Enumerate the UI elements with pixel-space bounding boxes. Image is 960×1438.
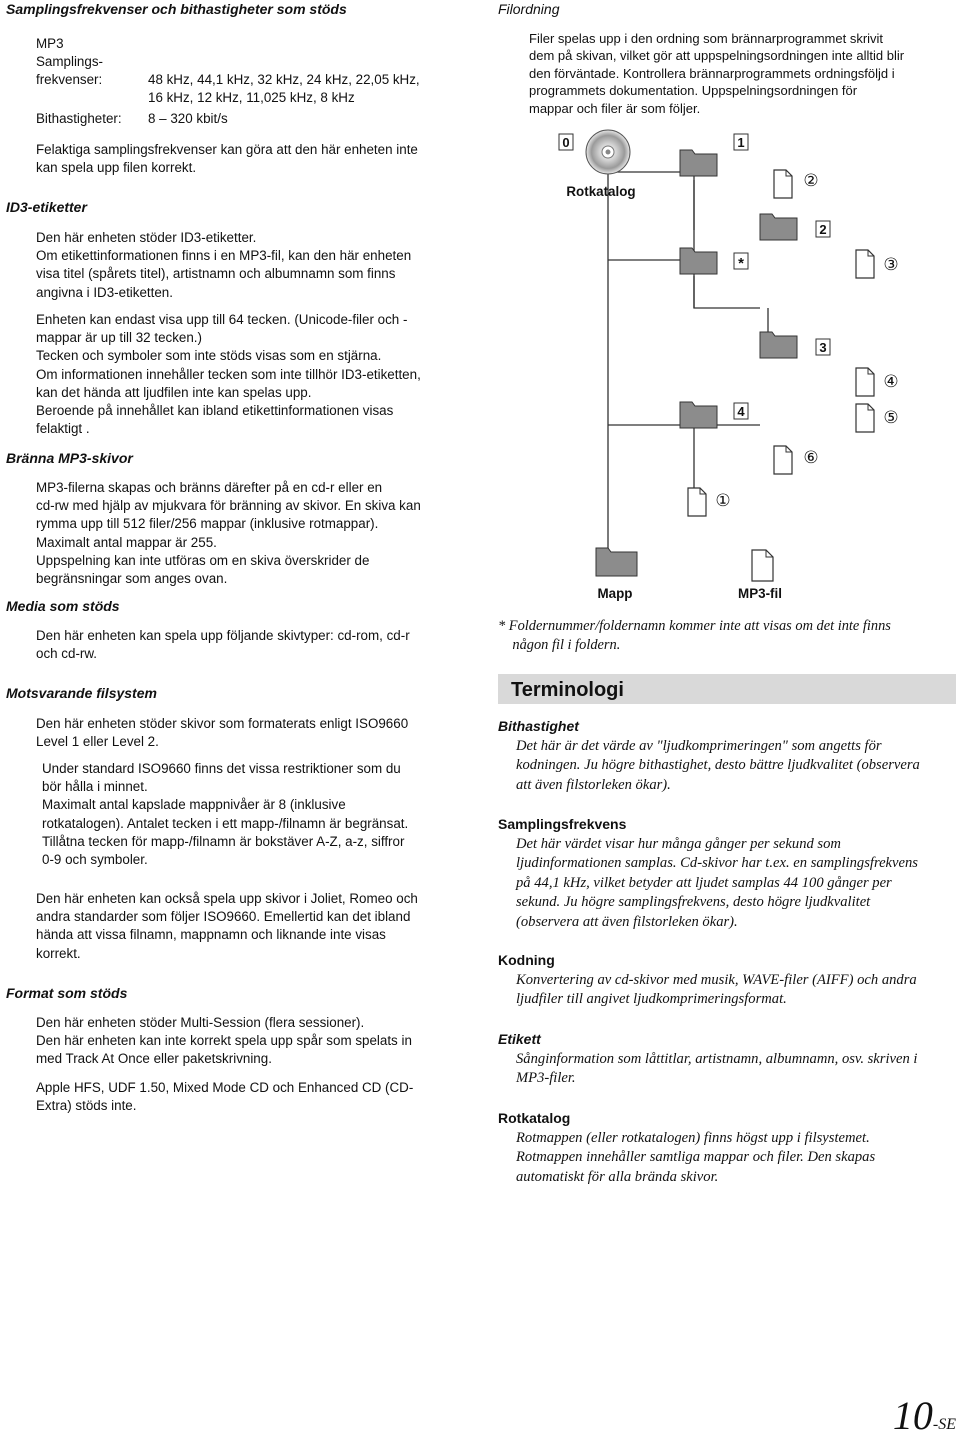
freq-value-2: 16 kHz, 12 kHz, 11,025 kHz, 8 kHz <box>148 90 355 105</box>
heading-burn: Bränna MP3-skivor <box>6 450 133 466</box>
def-samplingsfrekvens: Det här värdet visar hur många gånger per sekund som ljudinformationen samplas. Cd-skivor har t.ex. en samplingsfrekvens på 44,1 kHz, vilket betyder att ljudet samplas 44 100 gånger per sekund. Ju högre samplingsfrekvens, desto högre ljudkvalitet (observera att även filstorleken ökar). <box>516 836 918 930</box>
folder-1-number <box>734 134 748 150</box>
svg-text:3: 3 <box>819 340 827 355</box>
legend-folder-label: Mapp <box>597 586 633 601</box>
media-paragraph: Den här enheten kan spela upp följande skivtyper: cd-rom, cd-r och cd-rw. <box>36 628 410 662</box>
fileorder-paragraph: Filer spelas upp i den ordning som brännarprogrammet skrivit dem på skivan, vilket gör att uppspelningsordningen inte alltid blir den förväntade. Kontrollera brännarprogrammets ordningsföljd i programmets dokumentation. Uppspelningsordningen för mappar och filer är som följer. <box>529 31 905 116</box>
file-4-number: ④ <box>883 372 899 391</box>
bitrate-label: Bithastigheter: <box>36 111 122 126</box>
folder-3-number <box>816 339 830 355</box>
term-rotkatalog: Rotkatalog <box>498 1110 571 1126</box>
footnote: * Foldernummer/foldernamn kommer inte att visas om det inte finns någon fil i foldern. <box>498 618 891 653</box>
term-etikett: Etikett <box>498 1031 541 1047</box>
def-etikett: Sånginformation som låttitlar, artistnamn, albumnamn, osv. skriven i MP3-filer. <box>516 1051 918 1087</box>
terminology-title: Terminologi <box>511 679 624 701</box>
folder-1-icon <box>680 150 717 176</box>
star-box <box>734 253 748 272</box>
root-label: Rotkatalog <box>566 184 636 199</box>
def-bithastighet: Det här är det värde av "ljudkomprimeringen" som angetts för kodningen. Ju högre bithastighet, desto bättre ljudkvalitet (observera att även filstorleken ökar). <box>516 738 920 793</box>
folder-2-icon <box>760 214 797 240</box>
svg-text:0: 0 <box>562 135 570 150</box>
root-number-box <box>559 134 573 150</box>
file-3-number: ③ <box>883 255 899 274</box>
folder-2-number <box>816 221 830 237</box>
folder-4-number <box>734 403 748 419</box>
term-samplingsfrekvens: Samplingsfrekvens <box>498 816 627 832</box>
file-3-icon <box>856 250 874 278</box>
svg-text:*: * <box>738 255 744 272</box>
file-1-number: ① <box>715 491 731 510</box>
legend-file-label: MP3-fil <box>738 586 782 601</box>
file-5-number: ⑤ <box>883 408 899 427</box>
format-paragraph-2: Apple HFS, UDF 1.50, Mixed Mode CD och Enhanced CD (CD- Extra) stöds inte. <box>36 1080 414 1114</box>
file-1-icon <box>688 488 706 516</box>
freq-value-1: 48 kHz, 44,1 kHz, 32 kHz, 24 kHz, 22,05 kHz, <box>148 72 420 87</box>
tree-lines <box>598 172 768 570</box>
legend-file-icon <box>752 550 773 581</box>
id3-paragraph-1: Den här enheten stöder ID3-etiketter. Om etikettinformationen finns i en MP3-fil, kan den här enheten visa titel (spårets titel), artistnamn och albumnamn som finns angivna i ID3-etiketten. <box>36 230 412 300</box>
fs-paragraph-2: Under standard ISO9660 finns det vissa restriktioner som du bör hålla i minnet. Maximalt antal kapslade mappnivåer är 8 (inklusive rotkatalogen). Antalet tecken i ett mapp-/filnamn är begränsat. Tillåtna tecken för mapp-/filnamn är bokstäver A-Z, a-z, siffror 0-9 och symboler. <box>42 761 409 868</box>
svg-text:2: 2 <box>819 222 827 237</box>
format-label: MP3 <box>36 36 64 51</box>
file-4-icon <box>856 368 874 396</box>
file-6-icon <box>774 446 792 474</box>
sampling-note: Felaktiga samplingsfrekvenser kan göra att den här enheten inte kan spela upp filen korrekt. <box>36 142 418 176</box>
def-kodning: Konvertering av cd-skivor med musik, WAVE-filer (AIFF) och andra ljudfiler till angivet ljudkomprimeringsformat. <box>516 972 917 1008</box>
heading-id3: ID3-etiketter <box>6 199 87 215</box>
fs-paragraph-1: Den här enheten stöder skivor som formaterats enligt ISO9660 Level 1 eller Level 2. <box>36 716 409 750</box>
file-2-number: ② <box>803 171 819 190</box>
file-5-icon <box>856 404 874 432</box>
def-rotkatalog: Rotmappen (eller rotkatalogen) finns högst upp i filsystemet. Rotmappen innehåller samtliga mappar och filer. Den skapas automatiskt för alla brända skivor. <box>516 1130 876 1185</box>
heading-filesystem: Motsvarande filsystem <box>6 685 157 701</box>
folder-star-icon <box>680 248 717 274</box>
bitrate-value: 8 – 320 kbit/s <box>148 111 228 126</box>
term-kodning: Kodning <box>498 952 555 968</box>
page-number: 10-SE <box>892 1393 956 1438</box>
heading-format: Format som stöds <box>6 985 128 1001</box>
folder-3-icon <box>760 332 797 358</box>
legend-folder-icon <box>596 548 637 576</box>
file-6-number: ⑥ <box>803 448 819 467</box>
burn-paragraph: MP3-filerna skapas och bränns därefter på en cd-r eller en cd-rw med hjälp av mjukvara för bränning av skivor. En skiva kan rymma upp till 512 filer/256 mappar (inklusive rotmappar). Maximalt antal mappar är 255. Uppspelning kan inte utföras om en skiva överskrider de begränsningar som anges ovan. <box>36 480 421 587</box>
freq-label-1: Samplings- <box>36 54 103 69</box>
svg-text:4: 4 <box>737 404 745 419</box>
fs-paragraph-3: Den här enheten kan också spela upp skivor i Joliet, Romeo och andra standarder som följer ISO9660. Emellertid kan det ibland hända att vissa filnamn, mappnamn och liknande inte visas korrekt. <box>36 891 418 961</box>
freq-label-2: frekvenser: <box>36 72 103 87</box>
root-disc-icon <box>586 130 630 174</box>
heading-media: Media som stöds <box>6 598 120 614</box>
term-bithastighet: Bithastighet <box>498 718 579 734</box>
terminology-banner <box>498 674 956 704</box>
heading-fileorder: Filordning <box>498 1 560 17</box>
folder-4-icon <box>680 402 717 428</box>
svg-text:1: 1 <box>737 135 745 150</box>
file-2-icon <box>774 170 792 198</box>
folder-tree-diagram <box>498 120 956 610</box>
id3-paragraph-2: Enheten kan endast visa upp till 64 tecken. (Unicode-filer och - mappar är up till 32 tecken.) Tecken och symboler som inte stöds visas som en stjärna. Om informationen innehåller tecken som inte tillhör ID3-etiketten, kan det hända att ljudfilen inte kan spelas upp. Beroende på innehållet kan ibland etikettinformationen visas felaktigt . <box>36 312 421 437</box>
format-paragraph-1: Den här enheten stöder Multi-Session (flera sessioner). Den här enheten kan inte korrekt spela upp spår som spelats in med Track At Once eller paketskrivning. <box>36 1015 412 1067</box>
heading-sampling-bitrates: Samplingsfrekvenser och bithastigheter som stöds <box>6 1 347 17</box>
